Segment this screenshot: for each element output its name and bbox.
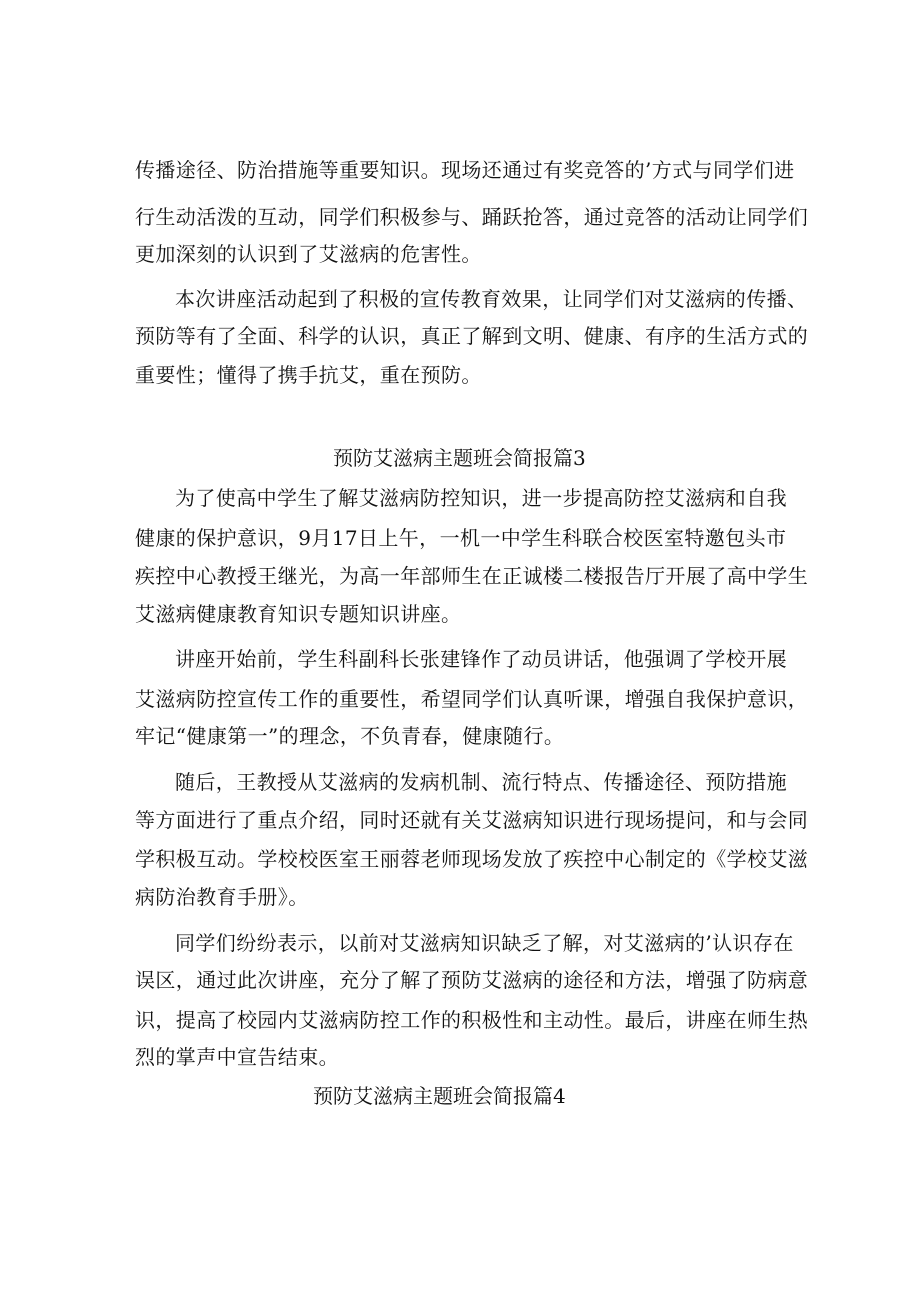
paragraph-line: 艾滋病健康教育知识专题知识讲座。 bbox=[135, 602, 462, 626]
paragraph-line: 等方面进行了重点介绍，同时还就有关艾滋病知识进行现场提问，和与会同 bbox=[135, 808, 809, 832]
paragraph-line: 行生动活泼的互动，同学们积极参与、踊跃抢答，通过竞答的活动让同学们 bbox=[135, 205, 809, 229]
paragraph-line: 学积极互动。学校校医室王丽蓉老师现场发放了疾控中心制定的《学校艾滋 bbox=[135, 847, 809, 871]
paragraph-line: 识，提高了校园内艾滋病防控工作的积极性和主动性。最后，讲座在师生热 bbox=[135, 1008, 809, 1032]
paragraph-line: 本次讲座活动起到了积极的宣传教育效果，让同学们对艾滋病的传播、 bbox=[175, 287, 808, 311]
paragraph-line: 牢记“健康第一”的理念，不负青春，健康随行。 bbox=[135, 724, 565, 748]
paragraph-line: 病防治教育手册》。 bbox=[135, 885, 309, 909]
paragraph-line: 重要性；懂得了携手抗艾，重在预防。 bbox=[135, 363, 482, 387]
paragraph-line: 健康的保护意识，9月17日上午，一机一中学生科联合校医室特邀包头市 bbox=[135, 526, 787, 550]
paragraph-line: 疾控中心教授王继光，为高一年部师生在正诚楼二楼报告厅开展了高中学生 bbox=[135, 564, 809, 588]
paragraph-line: 误区，通过此次讲座，充分了解了预防艾滋病的途径和方法，增强了防病意 bbox=[135, 968, 809, 992]
section-title: 预防艾滋病主题班会简报篇3 bbox=[333, 446, 586, 470]
paragraph-line: 随后，王教授从艾滋病的发病机制、流行特点、传播途径、预防措施 bbox=[175, 770, 787, 794]
paragraph-line: 讲座开始前，学生科副科长张建锋作了动员讲话，他强调了学校开展 bbox=[175, 647, 787, 671]
paragraph-line: 传播途径、防治措施等重要知识。现场还通过有奖竞答的’方式与同学们进 bbox=[135, 158, 795, 182]
paragraph-line: 烈的掌声中宣告结束。 bbox=[135, 1045, 339, 1069]
section-title: 预防艾滋病主题班会简报篇4 bbox=[313, 1084, 566, 1108]
paragraph-line: 艾滋病防控宣传工作的重要性，希望同学们认真听课，增强自我保护意识， bbox=[135, 687, 809, 711]
paragraph-line: 更加深刻的认识到了艾滋病的危害性。 bbox=[135, 242, 482, 266]
paragraph-line: 预防等有了全面、科学的认识，真正了解到文明、健康、有序的生活方式的 bbox=[135, 324, 809, 348]
paragraph-line: 为了使高中学生了解艾滋病防控知识，进一步提高防控艾滋病和自我 bbox=[175, 486, 787, 510]
paragraph-line: 同学们纷纷表示，以前对艾滋病知识缺乏了解，对艾滋病的’认识存在 bbox=[175, 931, 794, 955]
